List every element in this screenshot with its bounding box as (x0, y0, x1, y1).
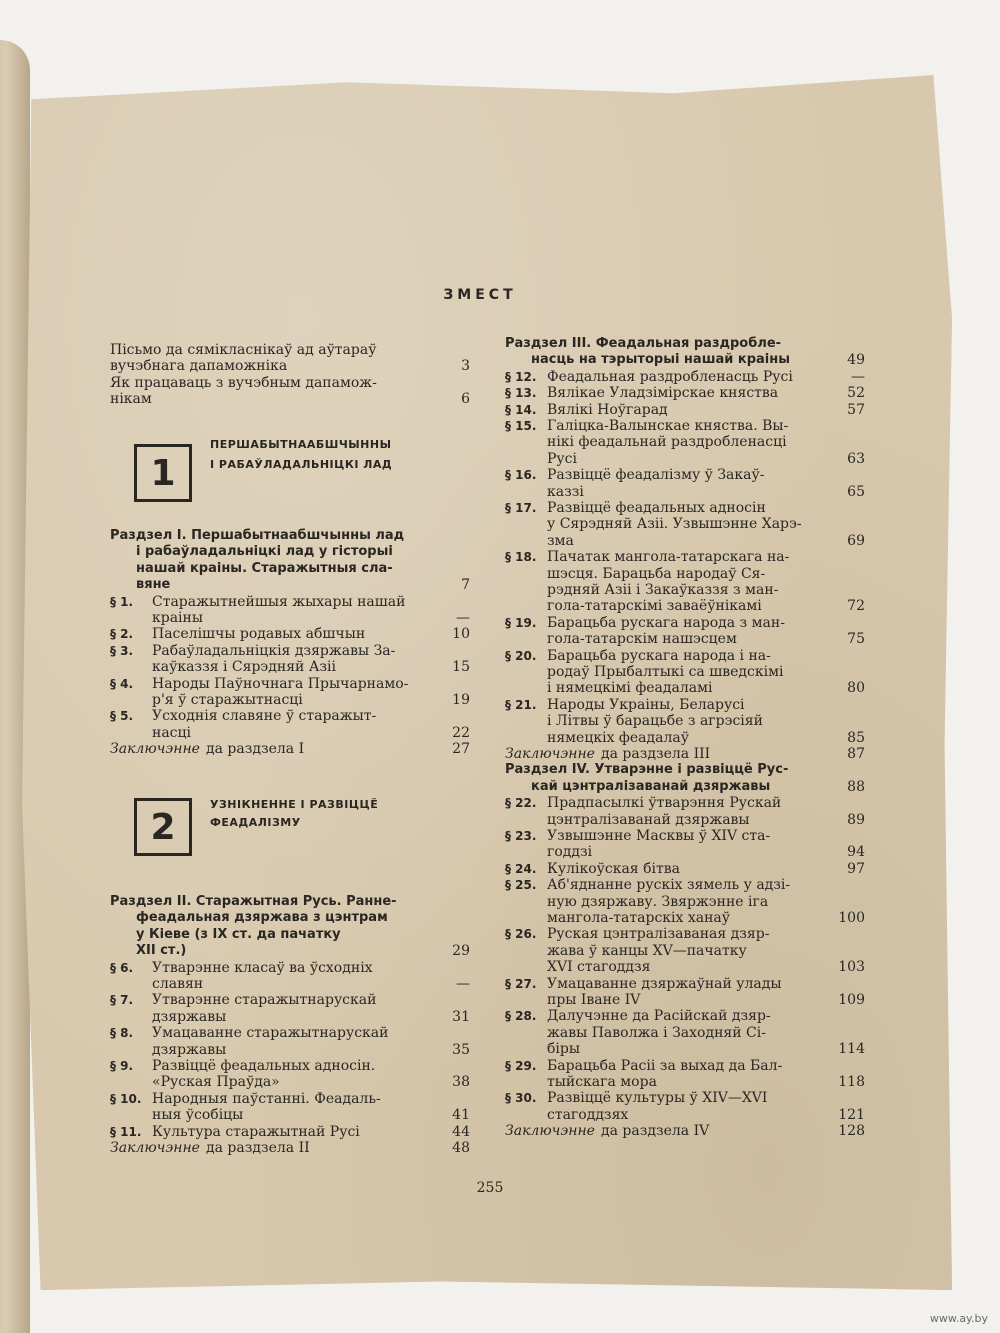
toc-entry (505, 762, 865, 778)
entry-number: § 19. (505, 615, 537, 630)
entry-title: Народы Паўночнага Прычарнамо- (152, 675, 409, 692)
entry-number: § 12. (505, 369, 537, 384)
conclusion-entry (505, 1123, 865, 1139)
toc-entry (505, 648, 865, 664)
page-ref: 88 (847, 778, 865, 795)
toc-entry (505, 1025, 865, 1041)
toc-entry (505, 402, 865, 418)
toc-entry (505, 451, 865, 467)
page-ref: — (456, 976, 470, 992)
page-ref: 49 (847, 352, 865, 369)
entry-title: р'я ў старажытнасці (152, 692, 303, 708)
page-ref: 29 (452, 943, 470, 960)
toc-entry (505, 877, 865, 893)
entry-title: Развіццё феадальных адносін (547, 500, 766, 516)
toc-entry (505, 828, 865, 844)
toc-entry (110, 894, 470, 910)
toc-entry (505, 369, 865, 385)
entry-number: § 14. (505, 402, 537, 417)
entry-title: і Літвы ў барацьбе з агрэсіяй (547, 713, 763, 730)
part-title-line: І РАБАЎЛАДАЛЬНІЦКІ ЛАД (210, 458, 393, 471)
page-ref: 128 (838, 1123, 865, 1140)
entry-number: § 5. (110, 709, 134, 724)
entry-number: § 25. (505, 878, 537, 893)
entry-title: тыйскага мора (547, 1074, 657, 1090)
entry-title: зма (547, 532, 574, 549)
toc-entry (110, 1091, 470, 1107)
page-ref: — (851, 368, 865, 385)
page-ref: 22 (452, 724, 470, 741)
entry-number: § 27. (505, 976, 537, 991)
section-heading: Раздзел ІІІ. Феадальная раздробле- (505, 336, 782, 351)
toc-entry (110, 1009, 470, 1025)
entry-number: § 10. (110, 1091, 142, 1106)
page-ref: 3 (461, 358, 470, 375)
page-ref: 109 (838, 992, 865, 1008)
entry-title: Феадальная раздробленасць Русі (547, 368, 793, 385)
entry-title: стагоддзях (547, 1106, 629, 1123)
toc-entry (505, 352, 865, 368)
toc-entry (110, 927, 470, 943)
conclusion-text: да раздзела І (206, 741, 305, 758)
toc-entry (505, 976, 865, 992)
toc-entry (110, 1025, 470, 1041)
page-ref: 44 (452, 1123, 470, 1140)
entry-number: § 9. (110, 1059, 134, 1073)
conclusion-label: Заключэнне (505, 746, 595, 762)
page-ref: 10 (452, 626, 470, 643)
part-title-line: УЗНІКНЕННЕ І РАЗВІЦЦЁ (210, 798, 379, 811)
toc-entry (505, 582, 865, 598)
section-heading: і рабаўладальніцкі лад у гісторыі (136, 544, 393, 560)
page-number: 255 (476, 1180, 504, 1196)
section-heading: у Кіеве (з ІХ ст. да пачатку (136, 926, 341, 942)
entry-number: § 1. (110, 594, 134, 609)
entry-title: Умацаванне старажытнарускай (152, 1025, 389, 1042)
conclusion-entry (110, 741, 470, 757)
toc-entry (110, 594, 470, 610)
entry-title: Барацьба рускага народа і на- (547, 647, 771, 664)
section-heading: феадальная дзяржава з цэнтрам (136, 910, 388, 926)
entry-title: Старажытнейшыя жыхары нашай (152, 593, 406, 610)
toc-entry (505, 549, 865, 565)
entry-title: шэсця. Барацьба народаў Ся- (547, 565, 766, 582)
page-ref: 85 (847, 729, 865, 746)
entry-title: гола-татарскім нашэсцем (547, 631, 737, 648)
entry-title: біры (547, 1041, 581, 1058)
entry-title: Як працаваць з вучэбным дапамож- (110, 374, 377, 391)
toc-entry (110, 1107, 470, 1123)
entry-number: § 4. (110, 676, 134, 691)
entry-title: славян (152, 976, 204, 992)
entry-title: і нямецкімі феадаламі (547, 680, 713, 697)
toc-entry (110, 358, 470, 374)
section-heading: ХІІ ст.) (136, 943, 187, 959)
toc-entry (110, 708, 470, 724)
toc-entry (110, 1058, 470, 1074)
toc-entry (110, 342, 470, 358)
entry-title: «Руская Праўда» (152, 1074, 280, 1091)
page-ref: 89 (847, 811, 865, 828)
page-ref: 114 (838, 1041, 865, 1058)
page-ref: 57 (847, 401, 865, 418)
entry-title: мангола-татарскіх ханаў (547, 910, 731, 926)
conclusion-label: Заключэнне (505, 1123, 595, 1140)
toc-entry (505, 992, 865, 1008)
page-ref: 31 (452, 1008, 470, 1025)
entry-title: Утварэнне класаў ва ўсходніх (152, 959, 373, 976)
page-ref: 97 (847, 860, 865, 877)
entry-number: § 3. (110, 643, 134, 658)
toc-entry (110, 992, 470, 1008)
toc-entry (505, 336, 865, 352)
page-title: ЗМЕСТ (443, 287, 517, 303)
toc-entry (505, 467, 865, 483)
toc-entry (110, 1124, 470, 1140)
entry-number: § 28. (505, 1009, 537, 1024)
toc-entry (505, 713, 865, 729)
entry-title: каўказзя і Сярэдняй Азіі (152, 659, 337, 676)
entry-title: пры Іване IV (547, 992, 641, 1008)
entry-title: Пісьмо да сямікласнікаў ад аўтараў (110, 342, 377, 358)
entry-title: Развіццё культуры ў XIV—XVI (547, 1090, 768, 1107)
toc-entry (110, 643, 470, 659)
entry-title: Галіцка-Валынскае княства. Вы- (547, 418, 789, 434)
entry-title: Умацаванне дзяржаўнай улады (547, 975, 782, 992)
entry-title: Развіццё феадальных адносін. (152, 1058, 376, 1074)
entry-title: жава ў канцы XV—пачатку (547, 942, 747, 959)
toc-entry (505, 730, 865, 746)
page-ref: 19 (452, 692, 470, 708)
entry-title: Руская цэнтралізаваная дзяр- (547, 926, 770, 943)
entry-title: родаў Прыбалтыкі са шведскімі (547, 664, 784, 680)
entry-title: Рабаўладальніцкія дзяржавы За- (152, 642, 396, 659)
toc-entry (110, 375, 470, 391)
toc-entry (110, 725, 470, 741)
page-ref: 94 (847, 844, 865, 861)
toc-entry (505, 1041, 865, 1057)
entry-title: Паселішчы родавых абшчын (152, 626, 366, 643)
section-heading: насць на тэрыторыі нашай краіны (531, 352, 790, 368)
entry-title: Народы Украіны, Беларусі (547, 696, 745, 713)
entry-number: § 2. (110, 627, 134, 642)
toc-entry (505, 484, 865, 500)
toc-entry (505, 959, 865, 975)
entry-number: § 22. (505, 796, 537, 811)
page-ref: — (456, 610, 470, 626)
entry-title: Русі (547, 450, 577, 467)
entry-title: Аб'яднанне рускіх зямель у адзі- (547, 877, 791, 894)
toc-entry (110, 676, 470, 692)
page-ref: 121 (838, 1106, 865, 1123)
toc-entry (505, 1074, 865, 1090)
watermark: www.ay.by (929, 1312, 988, 1325)
toc-entry (110, 391, 470, 407)
section-heading: Раздзел ІІ. Старажытная Русь. Ранне- (110, 894, 397, 909)
toc-entry (505, 664, 865, 680)
toc-entry (110, 1042, 470, 1058)
entry-title: жавы Паволжа і Заходняй Сі- (547, 1024, 766, 1041)
toc-entry (505, 1090, 865, 1106)
section-heading: Раздзел І. Першабытнаабшчынны лад (110, 528, 405, 543)
entry-title: нікі феадальнай раздробленасці (547, 434, 787, 451)
conclusion-entry (110, 1140, 470, 1156)
toc-entry (110, 659, 470, 675)
conclusion-text: да раздзела ІІІ (601, 746, 711, 762)
entry-title: дзяржавы (152, 1008, 227, 1025)
toc-entry (505, 844, 865, 860)
page-ref: 63 (847, 450, 865, 467)
part-number-box: 1 (134, 444, 192, 502)
entry-title: Вялікае Уладзімірскае княства (547, 385, 779, 402)
page-ref: 80 (847, 680, 865, 697)
entry-title: Далучэнне да Расійскай дзяр- (547, 1008, 771, 1025)
entry-number: § 18. (505, 550, 537, 565)
entry-number: § 7. (110, 993, 134, 1008)
toc-entry (505, 533, 865, 549)
toc-entry (505, 926, 865, 942)
entry-title: ныя ўсобіцы (152, 1107, 244, 1124)
conclusion-text: да раздзела ІІ (206, 1140, 310, 1156)
entry-title: каззі (547, 483, 584, 500)
entry-title: у Сярэдняй Азіі. Узвышэнне Харэ- (547, 516, 802, 533)
entry-title: Кулікоўская бітва (547, 860, 680, 877)
section-heading: вяне (136, 577, 171, 593)
part-number-box: 2 (134, 798, 192, 856)
page-ref: 75 (847, 631, 865, 648)
toc-entry (505, 500, 865, 516)
toc-entry (505, 894, 865, 910)
toc-entry (110, 528, 470, 544)
entry-title: Культура старажытнай Русі (152, 1123, 360, 1140)
toc-entry (505, 943, 865, 959)
toc-entry (505, 795, 865, 811)
section-heading: нашай краіны. Старажытныя сла- (136, 560, 393, 576)
page-ref: 118 (838, 1074, 865, 1090)
toc-entry (505, 631, 865, 647)
entry-number: § 16. (505, 468, 537, 483)
entry-title: краіны (152, 610, 204, 626)
toc-entry (505, 1107, 865, 1123)
entry-title: гола-татарскімі заваёўнікамі (547, 598, 762, 615)
section-heading: Раздзел ІV. Утварэнне і развіццё Рус- (505, 762, 789, 778)
entry-number: § 13. (505, 386, 537, 401)
entry-number: § 15. (505, 419, 537, 433)
page-ref: 38 (452, 1074, 470, 1091)
page-ref: 103 (838, 959, 865, 976)
page-ref: 15 (452, 659, 470, 676)
toc-entry (505, 615, 865, 631)
part-title-line: ФЕАДАЛІЗМУ (210, 816, 301, 829)
entry-number: § 8. (110, 1026, 134, 1041)
entry-number: § 20. (505, 648, 537, 663)
entry-title: нямецкіх феадалаў (547, 729, 689, 746)
entry-number: § 24. (505, 861, 537, 876)
entry-title: вучэбнага дапаможніка (110, 358, 288, 375)
entry-number: § 29. (505, 1058, 537, 1073)
toc-entry (505, 385, 865, 401)
entry-title: Развіццё феадалізму ў Закаў- (547, 467, 765, 484)
toc-entry (505, 598, 865, 614)
toc-entry (505, 516, 865, 532)
entry-title: насці (152, 724, 191, 741)
page-ref: 87 (847, 746, 865, 762)
toc-entry (505, 1058, 865, 1074)
toc-entry (505, 910, 865, 926)
entry-title: ную дзяржаву. Звяржэнне іга (547, 893, 769, 910)
page-ref: 41 (452, 1107, 470, 1124)
entry-title: Утварэнне старажытнарускай (152, 992, 377, 1009)
entry-title: рэдняй Азіі і Закаўказзя з ман- (547, 582, 779, 598)
toc-entry (505, 434, 865, 450)
toc-entry (110, 910, 470, 926)
conclusion-entry (505, 746, 865, 762)
entry-title: Узвышэнне Масквы ў XIV ста- (547, 828, 771, 844)
entry-title: годдзі (547, 844, 593, 861)
entry-title: Барацьба Расіі за выхад да Бал- (547, 1057, 783, 1074)
entry-title: Народныя паўстанні. Феадаль- (152, 1090, 381, 1107)
page-ref: 35 (452, 1041, 470, 1058)
conclusion-text: да раздзела IV (601, 1123, 710, 1140)
conclusion-label: Заключэнне (110, 741, 200, 758)
toc-entry (110, 976, 470, 992)
toc-entry (110, 960, 470, 976)
page-ref: 48 (452, 1140, 470, 1156)
page-ref: 6 (461, 391, 470, 408)
toc-entry (110, 544, 470, 560)
toc-entry (110, 577, 470, 593)
toc-entry (110, 1074, 470, 1090)
toc-entry (505, 861, 865, 877)
toc-entry (505, 812, 865, 828)
page-ref: 52 (847, 385, 865, 402)
page-ref: 27 (452, 741, 470, 758)
entry-title: Прадпасылкі ўтварэння Рускай (547, 795, 782, 812)
page-ref: 7 (461, 577, 470, 594)
entry-number: § 6. (110, 960, 134, 975)
toc-entry (505, 697, 865, 713)
section-heading: кай цэнтралізаванай дзяржавы (531, 778, 771, 794)
toc-entry (110, 561, 470, 577)
toc-entry (505, 680, 865, 696)
toc-entry (505, 418, 865, 434)
page-ref: 69 (847, 532, 865, 549)
toc-entry (505, 779, 865, 795)
entry-title: нікам (110, 391, 152, 408)
toc-entry (110, 610, 470, 626)
toc-entry (505, 1008, 865, 1024)
page-ref: 72 (847, 598, 865, 615)
toc-entry (505, 566, 865, 582)
toc-entry (110, 626, 470, 642)
entry-number: § 30. (505, 1091, 537, 1106)
entry-number: § 23. (505, 829, 537, 843)
entry-title: XVI стагоддзя (547, 959, 651, 976)
entry-number: § 17. (505, 501, 537, 515)
page-ref: 65 (847, 483, 865, 500)
toc-entry (110, 692, 470, 708)
entry-title: дзяржавы (152, 1041, 227, 1058)
entry-title: Усходнія славяне ў старажыт- (152, 708, 377, 725)
entry-title: цэнтралізаванай дзяржавы (547, 811, 750, 828)
entry-title: Пачатак мангола-татарскага на- (547, 549, 790, 566)
entry-title: Барацьба рускага народа з ман- (547, 614, 785, 631)
entry-number: § 21. (505, 697, 537, 712)
toc-entry (110, 943, 470, 959)
conclusion-label: Заключэнне (110, 1140, 200, 1156)
entry-title: Вялікі Ноўгарад (547, 401, 668, 418)
part-title-line: ПЕРШАБЫТНААБШЧЫННЫ (210, 438, 392, 451)
page-ref: 100 (838, 910, 865, 926)
entry-number: § 26. (505, 927, 537, 942)
entry-number: § 11. (110, 1124, 142, 1139)
